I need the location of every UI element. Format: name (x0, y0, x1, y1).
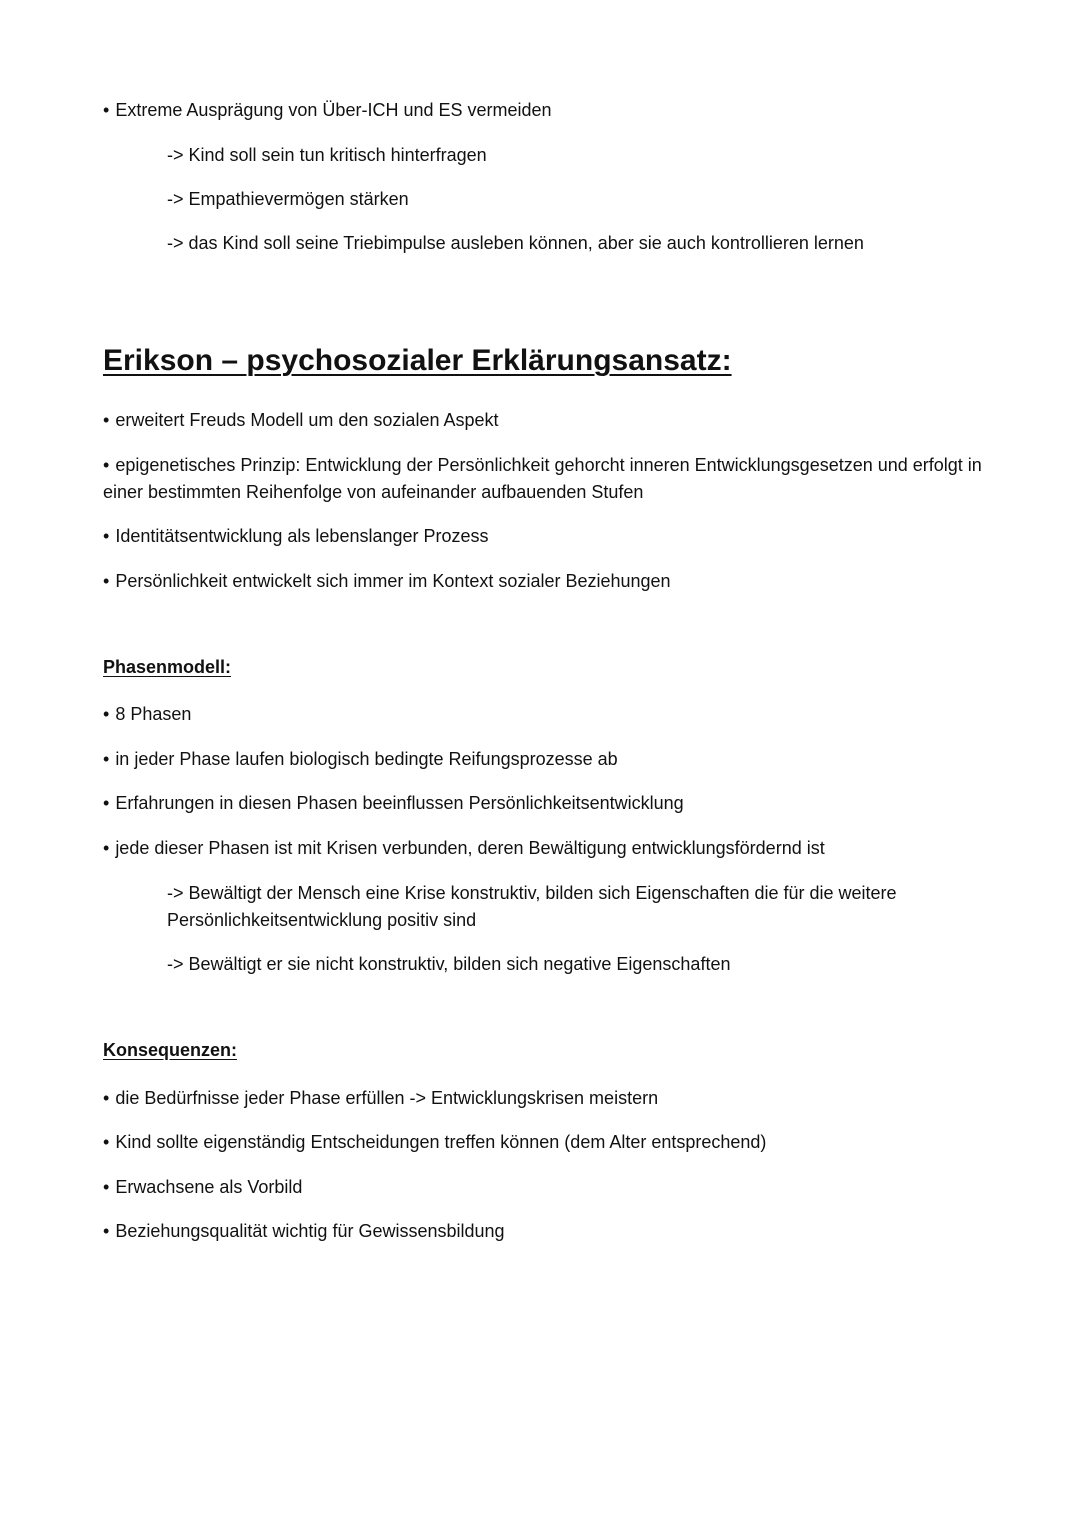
bullet-item (103, 790, 684, 817)
bullet-icon: • (103, 526, 110, 546)
bullet-item (103, 452, 983, 506)
bullet-icon: • (103, 838, 110, 858)
bullet-text: Extreme Ausprägung von Über-ICH und ES vermeiden (115, 100, 552, 120)
arrow-item: -> Empathievermögen stärken (167, 189, 409, 209)
bullet-text: die Bedürfnisse jeder Phase erfüllen -> Entwicklungskrisen meistern (115, 1088, 659, 1108)
arrow-item: -> Kind soll sein tun kritisch hinterfragen (167, 145, 487, 165)
bullet-icon: • (103, 410, 110, 430)
bullet-icon: • (103, 1088, 110, 1108)
bullet-item (103, 407, 499, 434)
section-heading-erikson: Erikson – psychosozialer Erklärungsansatz: (103, 344, 732, 377)
arrow-item: -> Bewältigt der Mensch eine Krise konstruktiv, bilden sich Eigenschaften die für die weitere Persönlichkeitsentwicklung positiv sind (167, 883, 897, 930)
bullet-icon: • (103, 571, 110, 591)
bullet-text: Erfahrungen in diesen Phasen beeinflussen Persönlichkeitsentwicklung (115, 793, 684, 813)
bullet-icon: • (103, 749, 110, 769)
bullet-text: Identitätsentwicklung als lebenslanger Prozess (115, 526, 489, 546)
bullet-text: in jeder Phase laufen biologisch bedingte Reifungsprozesse ab (115, 749, 618, 769)
bullet-text: Erwachsene als Vorbild (115, 1177, 303, 1197)
bullet-text: epigenetisches Prinzip: Entwicklung der Persönlichkeit gehorcht inneren Entwicklungsgesetzen und erfolgt in einer bestimmten Reihenfolge von aufeinander aufbauenden Stufen (103, 455, 982, 502)
bullet-item (103, 835, 825, 862)
bullet-text: Beziehungsqualität wichtig für Gewissensbildung (115, 1221, 505, 1241)
bullet-item (103, 97, 552, 124)
bullet-text: jede dieser Phasen ist mit Krisen verbunden, deren Bewältigung entwicklungsfördernd ist (115, 838, 825, 858)
bullet-text: Kind sollte eigenständig Entscheidungen treffen können (dem Alter entsprechend) (115, 1132, 767, 1152)
bullet-item (103, 568, 671, 595)
section-heading-phasenmodell: Phasenmodell: (103, 657, 232, 677)
bullet-item (103, 1174, 302, 1201)
bullet-item (103, 523, 489, 550)
bullet-item (103, 701, 191, 728)
bullet-icon: • (103, 793, 110, 813)
bullet-item (103, 1218, 505, 1245)
bullet-icon: • (103, 704, 110, 724)
bullet-icon: • (103, 1177, 110, 1197)
arrow-item: -> Bewältigt er sie nicht konstruktiv, bilden sich negative Eigenschaften (167, 954, 731, 974)
bullet-item (103, 746, 618, 773)
bullet-icon: • (103, 1221, 110, 1241)
bullet-text: 8 Phasen (115, 704, 192, 724)
bullet-item (103, 1129, 766, 1156)
arrow-item: -> das Kind soll seine Triebimpulse ausleben können, aber sie auch kontrollieren lernen (167, 233, 864, 253)
bullet-item (103, 1085, 658, 1112)
bullet-icon: • (103, 1132, 110, 1152)
section-heading-konsequenzen: Konsequenzen: (103, 1040, 238, 1060)
bullet-icon: • (103, 455, 110, 475)
bullet-text: erweitert Freuds Modell um den sozialen Aspekt (115, 410, 499, 430)
bullet-text: Persönlichkeit entwickelt sich immer im Kontext sozialer Beziehungen (115, 571, 671, 591)
bullet-icon: • (103, 100, 110, 120)
